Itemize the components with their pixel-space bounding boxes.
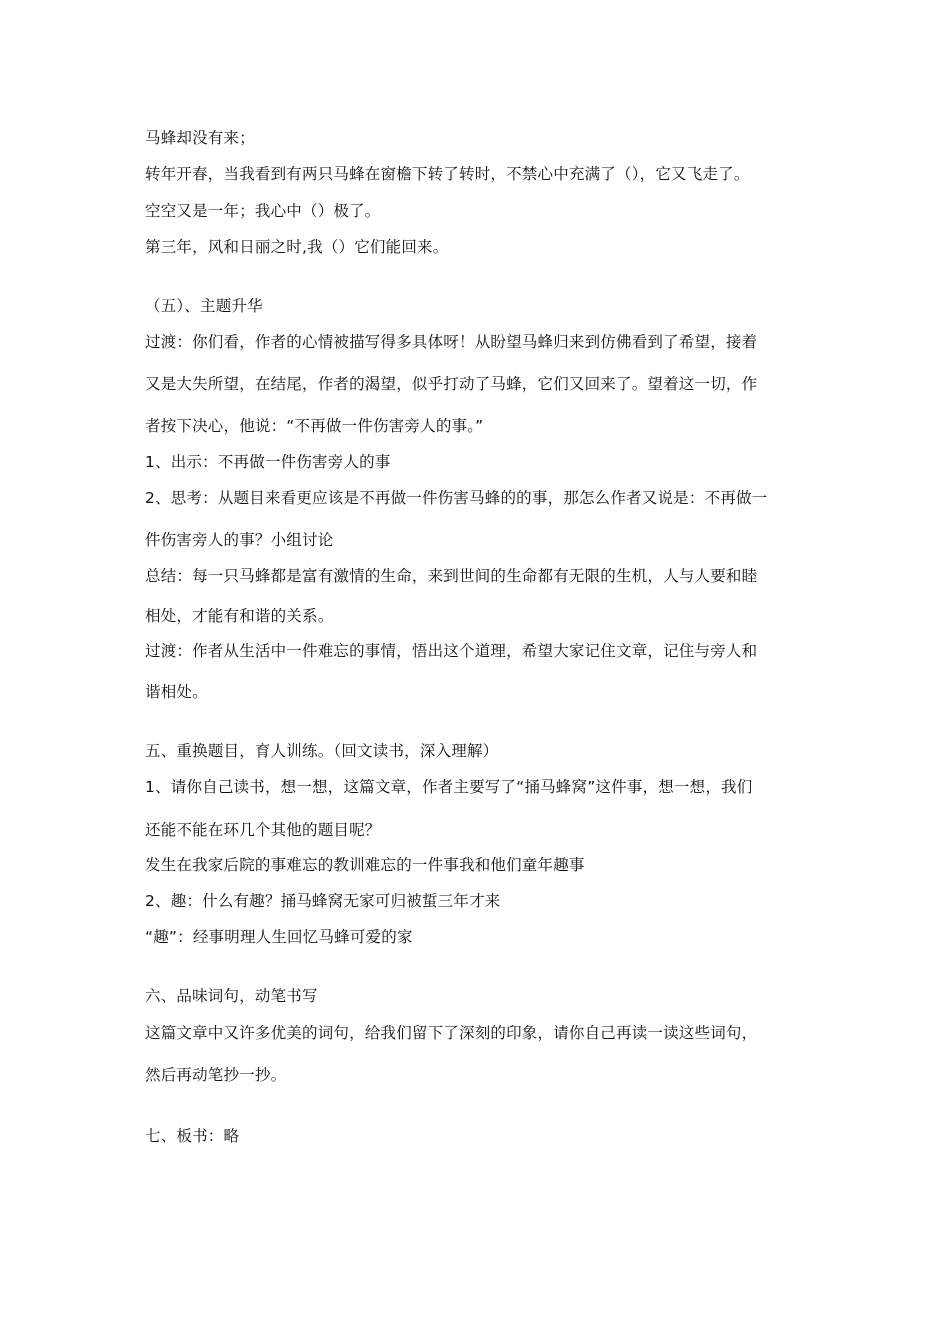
text-line: 件伤害旁人的事？小组讨论 <box>145 531 334 549</box>
text-line: 发生在我家后院的事难忘的教训难忘的一件事我和他们童年趣事 <box>145 856 585 874</box>
text-line: 谐相处。 <box>145 683 208 701</box>
section-heading: 五、重换题目，育人训练。（回文读书，深入理解） <box>145 742 499 760</box>
text-line: 还能不能在环几个其他的题目呢？ <box>145 821 381 839</box>
text-line: 过渡：你们看，作者的心情被描写得多具体呀！从盼望马蜂归来到仿佛看到了希望，接着 <box>145 333 758 351</box>
text-line: “趣”：经事明理人生回忆马蜂可爱的家 <box>145 928 413 946</box>
text-line: 者按下决心，他说：“不再做一件伤害旁人的事。” <box>145 417 484 435</box>
text-line: 马蜂却没有来； <box>145 129 255 147</box>
text-line: 总结：每一只马蜂都是富有激情的生命，来到世间的生命都有无限的生机，人与人要和睦 <box>145 567 758 585</box>
text-line: 过渡：作者从生活中一件难忘的事情，悟出这个道理，希望大家记住文章，记住与旁人和 <box>145 642 758 660</box>
section-heading: 六、品味词句，动笔书写 <box>145 987 318 1005</box>
text-line: 第三年，风和日丽之时,我（）它们能回来。 <box>145 238 449 256</box>
text-line: 然后再动笔抄一抄。 <box>145 1066 287 1084</box>
section-heading: 七、板书：略 <box>145 1127 240 1145</box>
text-line: 这篇文章中又许多优美的词句，给我们留下了深刻的印象，请你自己再读一读这些词句， <box>145 1024 758 1042</box>
section-heading: （五）、主题升华 <box>145 297 263 315</box>
text-line: 又是大失所望，在结尾，作者的渴望，似乎打动了马蜂，它们又回来了。望着这一切，作 <box>145 375 758 393</box>
text-line: 1、请你自己读书，想一想，这篇文章，作者主要写了“捅马蜂窝”这件事，想一想，我们 <box>145 778 753 796</box>
text-line: 1、出示：不再做一件伤害旁人的事 <box>145 453 391 471</box>
text-line: 2、趣：什么有趣？捅马蜂窝无家可归被蜇三年才来 <box>145 892 501 910</box>
text-line: 相处，才能有和谐的关系。 <box>145 607 334 625</box>
text-line: 空空又是一年；我心中（）极了。 <box>145 202 381 220</box>
text-line: 2、思考：从题目来看更应该是不再做一件伤害马蜂的的事，那怎么作者又说是：不再做一 <box>145 489 768 507</box>
text-line: 转年开春，当我看到有两只马蜂在窗檐下转了转时，不禁心中充满了（），它又飞走了。 <box>145 165 750 183</box>
